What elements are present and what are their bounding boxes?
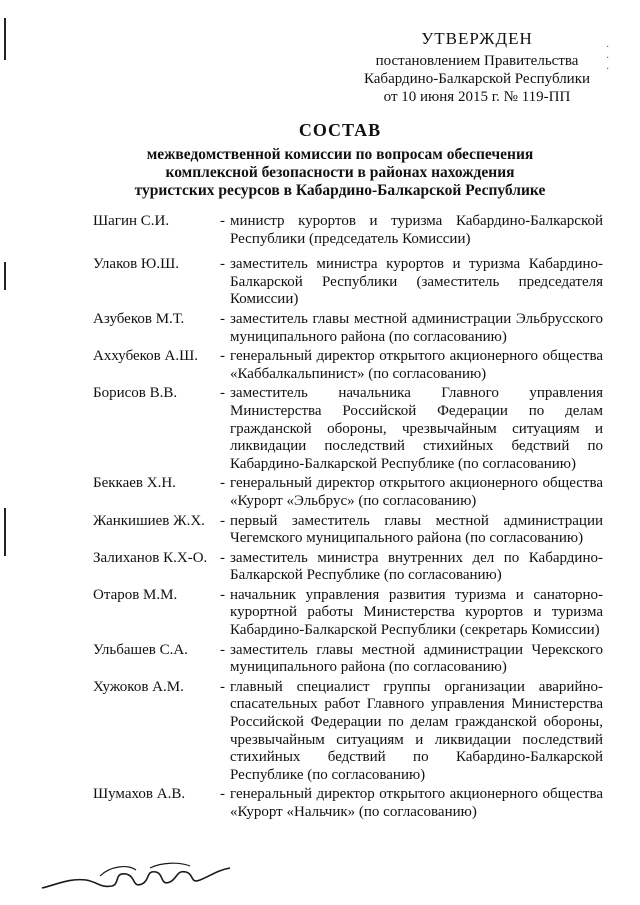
member-dash: - xyxy=(220,586,225,603)
member-row xyxy=(93,348,603,383)
member-name: Ульбашев С.А. xyxy=(93,641,188,658)
member-row xyxy=(93,587,603,640)
member-role: заместитель министра внутренних дел по Кабардино-Балкарской Республике (по согласованию) xyxy=(230,549,603,584)
title-main: СОСТАВ xyxy=(298,120,382,140)
member-role: главный специалист группы организации аварийно-спасательных работ Главного управления Министерства Российской Федерации по делам гражданской обороны, чрезвычайным ситуациям и ликвидации последствий стихийных бедствий по Кабардино-Балкарской Республике (по согласованию) xyxy=(230,678,603,783)
member-row xyxy=(93,550,603,585)
approval-stamp-block xyxy=(352,30,602,106)
member-name: Аххубеков А.Ш. xyxy=(93,348,198,365)
member-dash: - xyxy=(220,475,225,492)
document-title xyxy=(120,120,560,200)
member-row xyxy=(93,642,603,677)
member-dash: - xyxy=(220,310,225,327)
member-name: Беккаев Х.Н. xyxy=(93,475,176,492)
member-name: Борисов В.В. xyxy=(93,385,178,402)
member-dash: - xyxy=(220,641,225,658)
member-dash: - xyxy=(220,512,225,529)
member-role: генеральный директор открытого акционерного общества «Курорт «Эльбрус» (по согласованию) xyxy=(230,475,603,509)
member-row xyxy=(93,385,603,473)
member-row xyxy=(93,786,603,821)
member-dash: - xyxy=(220,385,225,402)
member-role: заместитель министра курортов и туризма Кабардино-Балкарской Республики (заместитель председателя Комиссии) xyxy=(230,256,603,308)
member-row xyxy=(93,679,603,785)
title-subtitle-line: туристских ресурсов в Кабардино-Балкарской Республике xyxy=(134,182,546,199)
member-name: Шумахов А.В. xyxy=(93,786,186,803)
handwritten-signature xyxy=(40,858,240,894)
member-row xyxy=(93,311,603,346)
member-role: заместитель главы местной администрации Эльбрусского муниципального района (по согласованию) xyxy=(230,310,603,345)
approval-heading: УТВЕРЖДЕН xyxy=(421,29,533,48)
member-name: Улаков Ю.Ш. xyxy=(93,256,179,273)
scan-edge-mark-middle xyxy=(4,262,6,290)
member-role: начальник управления развития туризма и санаторно-курортной работы Министерства курортов и туризма Кабардино-Балкарской Республики (секретарь Комиссии) xyxy=(230,586,603,639)
member-role: заместитель начальника Главного управления Министерства Российской Федерации по делам гражданской обороны, чрезвычайным ситуациям и ликвидации последствий стихийных бедствий по Кабардино-Балкарской Республике (по согласованию) xyxy=(230,385,603,472)
title-subtitle-line: комплексной безопасности в районах нахождения xyxy=(165,164,515,181)
approval-line: Кабардино-Балкарской Республики xyxy=(363,71,591,87)
member-name: Хужоков А.М. xyxy=(93,678,184,695)
member-dash: - xyxy=(220,549,225,566)
member-dash: - xyxy=(220,348,225,365)
approval-line: постановлением Правительства xyxy=(375,53,579,69)
member-role: министр курортов и туризма Кабардино-Балкарской Республики (председатель Комиссии) xyxy=(230,213,603,247)
member-row xyxy=(93,256,603,309)
member-dash: - xyxy=(220,256,225,273)
member-name: Азубеков М.Т. xyxy=(93,310,185,327)
approval-line: от 10 июня 2015 г. № 119-ПП xyxy=(383,89,571,105)
member-role: первый заместитель главы местной администрации Чегемского муниципального района (по согласованию) xyxy=(230,512,603,547)
member-name: Залиханов К.Х-О. xyxy=(93,549,208,566)
member-row xyxy=(93,513,603,548)
member-name: Жанкишиев Ж.Х. xyxy=(93,512,205,529)
scan-edge-mark-bottom xyxy=(4,508,6,556)
member-role: заместитель главы местной администрации Черекского муниципального района (по согласованию) xyxy=(230,641,603,676)
member-role: генеральный директор открытого акционерного общества «Курорт «Нальчик» (по согласованию) xyxy=(230,786,603,820)
member-name: Отаров М.М. xyxy=(93,586,178,603)
title-subtitle-line: межведомственной комиссии по вопросам обеспечения xyxy=(146,146,534,163)
scan-corner-mark: · · · xyxy=(606,42,610,75)
member-dash: - xyxy=(220,786,225,803)
member-role: генеральный директор открытого акционерного общества «Каббалкальпинист» (по согласованию) xyxy=(230,348,603,382)
member-name: Шагин С.И. xyxy=(93,213,170,229)
members-list xyxy=(93,213,603,823)
member-row xyxy=(93,475,603,510)
member-dash: - xyxy=(220,213,225,229)
member-row xyxy=(93,213,603,248)
scan-edge-mark-top xyxy=(4,18,6,60)
member-dash: - xyxy=(220,678,225,695)
